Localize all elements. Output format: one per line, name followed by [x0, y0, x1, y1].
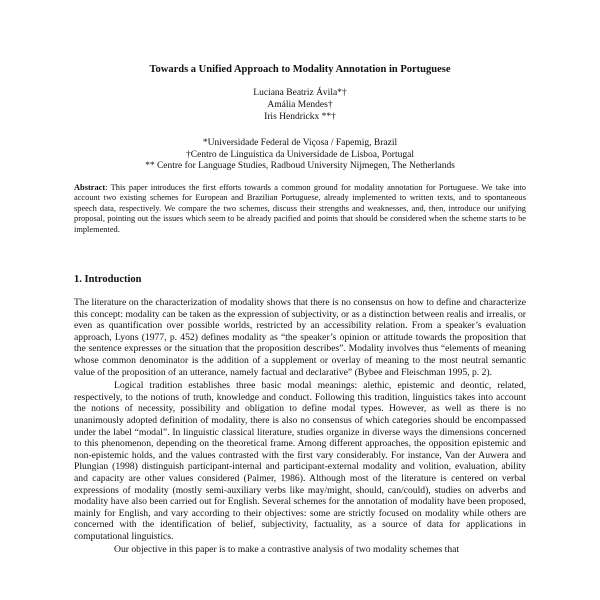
abstract-text: : This paper introduces the first efforts towards a common ground for modality annotation for Portuguese. We take into account two existing schemes for European and Brazilian Portuguese, already implemented to written texts, and to spontaneous speech data, respectively. We compare the two schemes, discuss their strengths and weaknesses, and, then, introduce our unifying proposal, pointing out the issues which seem to be already pacified and points that should be considered when the scheme starts to be implemented.	[74, 183, 526, 234]
affiliation: †Centro de Linguística da Universidade de Lisboa, Portugal	[186, 149, 414, 160]
affiliation-list	[0, 138, 600, 173]
paragraph: Logical tradition establishes three basic modal meanings: alethic, epistemic and deontic, related, respectively, to the notions of truth, knowledge and conduct. Following this tradition, linguistics takes into account the notions of necessity, possibility and obligation to define modal types. However, as well as there is no unanimously adopted definition of modality, there is also no consensus of which categories should be encompassed under the label “modal”. In linguistic classical literature, studies organize in diverse ways the dimensions concerned to this phenomenon, depending on the theoretical frame. Among different approaches, the opposition epistemic and non-epistemic holds, and the values contrasted with the first vary considerably. For instance, Van der Auwera and Plungian (1998) distinguish participant-internal and participant-external modality and volition, evaluation, ability and capacity are other values considered (Palmer, 1986). Although most of the literature is centered on verbal expressions of modality (mostly semi-auxiliary verbs like may/might, should, can/could), studies on adverbs and modality have also been carried out for English. Several schemes for the annotation of modality have been proposed, mainly for English, and vary according to their objectives: some are strictly focused on modality while others are concerned with the identification of belief, subjectivity, factuality, as a source of data for applications in computational linguistics.	[74, 380, 526, 542]
section-heading: 1. Introduction	[74, 274, 142, 285]
author-list	[0, 87, 600, 123]
affiliation: *Universidade Federal de Viçosa / Fapemig, Brazil	[202, 138, 398, 148]
abstract	[74, 183, 526, 235]
author-name: Iris Hendrickx **†	[264, 112, 336, 122]
paper-title: Towards a Unified Approach to Modality Annotation in Portuguese	[149, 64, 451, 75]
affiliation: ** Centre for Language Studies, Radboud University Nijmegen, The Netherlands	[145, 161, 455, 171]
abstract-label: Abstract	[74, 183, 106, 192]
paragraph: Our objective in this paper is to make a contrastive analysis of two modality schemes that	[114, 544, 460, 556]
paragraph: The literature on the characterization of modality shows that there is no consensus on how to define and characterize this concept: modality can be taken as the expression of subjectivity, or as a distinction between realis and irrealis, or even as quantification over possible worlds, restricted by an accessibility relation. From a speaker’s evaluation approach, Lyons (1977, p. 452) defines modality as “the speaker’s opinion or attitude towards the proposition that the sentence expresses or the situation that the proposition describes”. Modality involves thus “elements of meaning whose common denominator is the addition of a supplement or overlay of meaning to the most neutral semantic value of the proposition of an utterance, namely factual and declarative” (Bybee and Fleischman 1995, p. 2).	[74, 297, 526, 378]
body-text	[74, 297, 526, 558]
author-name: Luciana Beatriz Ávila*†	[253, 88, 347, 98]
author-name: Amália Mendes†	[267, 100, 333, 110]
